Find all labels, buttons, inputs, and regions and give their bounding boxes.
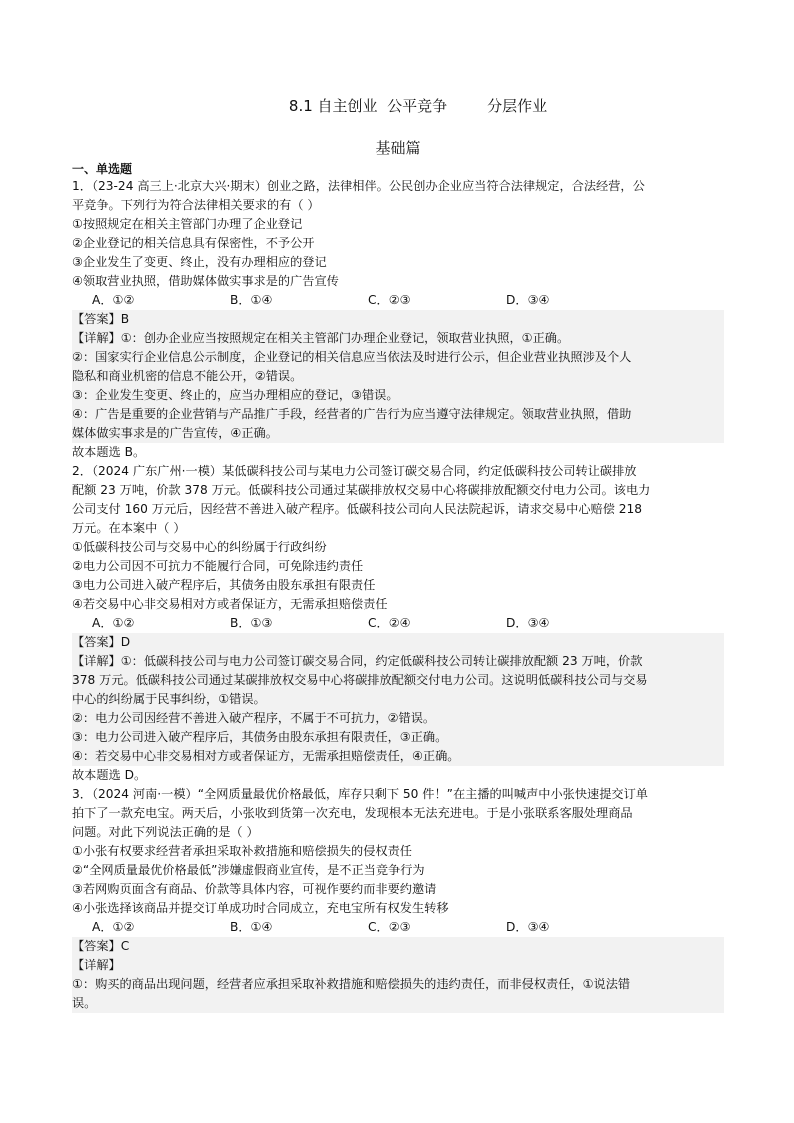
statement-item: ②电力公司因不可抗力不能履行合同，可免除违约责任 bbox=[72, 559, 364, 573]
question-stem: 平竞争。下列行为符合法律相关要求的有（ ） bbox=[72, 198, 320, 212]
question-stem: 1．（23-24 高三上·北京大兴·期末）创业之路，法律相伴。公民创办企业应当符合法律规定，合法经营，公 bbox=[72, 179, 645, 193]
analysis-conclusion: 故本题选 D。 bbox=[72, 768, 147, 782]
statement-item: ③若网购页面含有商品、价款等具体内容，可视作要约而非要约邀请 bbox=[72, 882, 437, 896]
option-a: A．①② bbox=[92, 920, 135, 934]
statement-item: ①低碳科技公司与交易中心的纠纷属于行政纠纷 bbox=[72, 540, 327, 554]
analysis-conclusion: 故本题选 B。 bbox=[72, 445, 146, 459]
analysis-line: 误。 bbox=[72, 996, 97, 1010]
statement-item: ④小张选择该商品并提交订单成功时合同成立，充电宝所有权发生转移 bbox=[72, 901, 449, 915]
document-title bbox=[112, 92, 724, 120]
statement-item: ④若交易中心非交易相对方或者保证方，无需承担赔偿责任 bbox=[72, 597, 388, 611]
option-c: C．②④ bbox=[368, 616, 411, 630]
question-1 bbox=[72, 177, 724, 462]
answer-options bbox=[72, 918, 724, 937]
option-a: A．①② bbox=[92, 616, 135, 630]
question-stem: 公司支付 160 万元后，因经营不善进入破产程序。低碳科技公司向人民法院起诉，请求交易中心赔偿 218 bbox=[72, 502, 643, 516]
option-d: D．③④ bbox=[506, 293, 550, 307]
answer-block bbox=[72, 633, 724, 766]
answer-label: 【答案】B bbox=[72, 312, 130, 326]
analysis-line: 中心的纠纷属于民事纠纷，①错误。 bbox=[72, 692, 266, 706]
question-3 bbox=[72, 785, 724, 1013]
analysis-line: ④：若交易中心非交易相对方或者保证方，无需承担赔偿责任，④正确。 bbox=[72, 749, 460, 763]
question-stem: 万元。在本案中（ ） bbox=[72, 521, 186, 535]
section-title: 基础篇 bbox=[375, 139, 421, 157]
title-side: 分层作业 bbox=[487, 97, 548, 115]
option-c: C．②③ bbox=[368, 293, 411, 307]
analysis-line: 【详解】①：低碳科技公司与电力公司签订碳交易合同，约定低碳科技公司转让碳排放配额 23 万吨，价款 bbox=[72, 654, 643, 668]
statement-item: ①按照规定在相关主管部门办理了企业登记 bbox=[72, 217, 303, 231]
option-b: B．①③ bbox=[230, 616, 273, 630]
question-stem: 拍下了一款充电宝。两天后，小张收到货第一次充电，发现根本无法充进电。于是小张联系客服处理商品 bbox=[72, 806, 633, 820]
question-2 bbox=[72, 462, 724, 785]
option-b: B．①④ bbox=[230, 920, 273, 934]
answer-block bbox=[72, 937, 724, 1013]
analysis-line: ④：广告是重要的企业营销与产品推广手段，经营者的广告行为应当遵守法律规定。领取营业执照，借助 bbox=[72, 407, 632, 421]
statement-item: ①小张有权要求经营者承担采取补救措施和赔偿损失的侵权责任 bbox=[72, 844, 412, 858]
document-page bbox=[72, 92, 724, 1013]
statement-item: ②企业登记的相关信息具有保密性，不予公开 bbox=[72, 236, 315, 250]
option-c: C．②③ bbox=[368, 920, 411, 934]
analysis-line: 隐私和商业机密的信息不能公开，②错误。 bbox=[72, 369, 303, 383]
option-d: D．③④ bbox=[506, 920, 550, 934]
analysis-line: ③：电力公司进入破产程序后，其债务由股东承担有限责任，③正确。 bbox=[72, 730, 448, 744]
analysis-line: ②：电力公司因经营不善进入破产程序，不属于不可抗力，②错误。 bbox=[72, 711, 436, 725]
analysis-line: 【详解】①：创办企业应当按照规定在相关主管部门办理企业登记，领取营业执照，①正确。 bbox=[72, 331, 570, 345]
analysis-line: 【详解】 bbox=[72, 958, 121, 972]
question-stem: 2．（2024 广东广州·一模）某低碳科技公司与某电力公司签订碳交易合同，约定低碳科技公司转让碳排放 bbox=[72, 464, 637, 478]
analysis-line: ③：企业发生变更、终止的，应当办理相应的登记，③错误。 bbox=[72, 388, 399, 402]
title-main: 8.1 自主创业 公平竞争 bbox=[288, 97, 448, 115]
analysis-line: 378 万元。低碳科技公司通过某碳排放权交易中心将碳排放配额交付电力公司。这说明低碳科技公司与交易 bbox=[72, 673, 648, 687]
answer-label: 【答案】C bbox=[72, 939, 130, 953]
option-b: B．①④ bbox=[230, 293, 273, 307]
answer-options bbox=[72, 291, 724, 310]
statement-item: ③企业发生了变更、终止，没有办理相应的登记 bbox=[72, 255, 327, 269]
statement-item: ④领取营业执照，借助媒体做实事求是的广告宣传 bbox=[72, 274, 339, 288]
answer-block bbox=[72, 310, 724, 443]
option-a: A．①② bbox=[92, 293, 135, 307]
answer-options bbox=[72, 614, 724, 633]
analysis-line: 媒体做实事求是的广告宣传，④正确。 bbox=[72, 426, 278, 440]
analysis-line: ②：国家实行企业信息公示制度，企业登记的相关信息应当依法及时进行公示，但企业营业执照涉及个人 bbox=[72, 350, 632, 364]
answer-label: 【答案】D bbox=[72, 635, 131, 649]
question-stem: 3．（2024 河南·一模）“全网质量最优价格最低，库存只剩下 50 件！”在主播的叫喊声中小张快速提交订单 bbox=[72, 787, 648, 801]
question-stem: 问题。对此下列说法正确的是（ ） bbox=[72, 825, 259, 839]
part-heading: 一、单选题 bbox=[72, 162, 133, 176]
option-d: D．③④ bbox=[506, 616, 550, 630]
question-stem: 配额 23 万吨，价款 378 万元。低碳科技公司通过某碳排放权交易中心将碳排放配额交付电力公司。该电力 bbox=[72, 483, 651, 497]
statement-item: ③电力公司进入破产程序后，其债务由股东承担有限责任 bbox=[72, 578, 376, 592]
statement-item: ②“全网质量最优价格最低”涉嫌虚假商业宣传，是不正当竞争行为 bbox=[72, 863, 425, 877]
analysis-line: ①：购买的商品出现问题，经营者应承担采取补救措施和赔偿损失的违约责任，而非侵权责任，①说法错 bbox=[72, 977, 631, 991]
